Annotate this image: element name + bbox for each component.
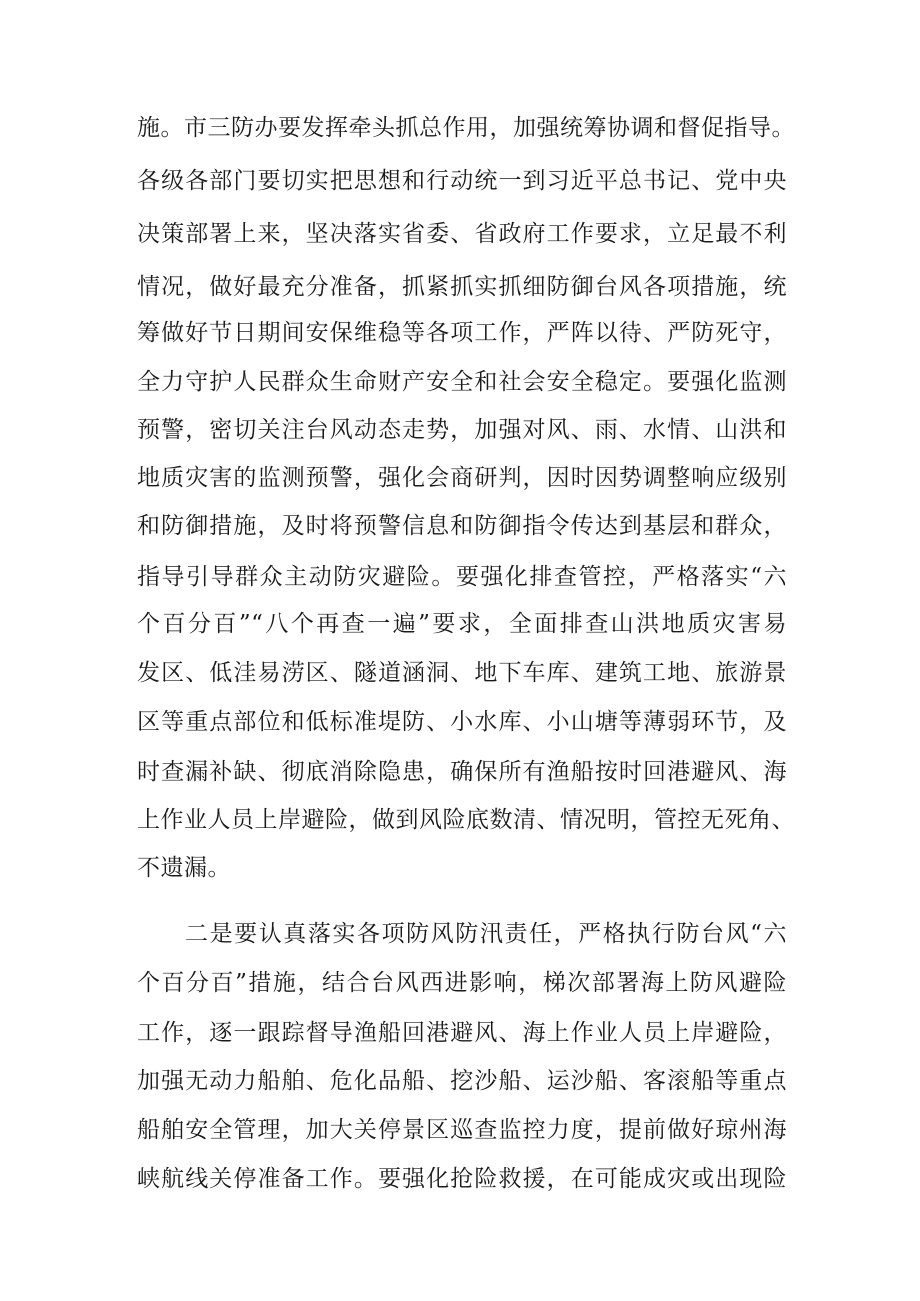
text-line: 上作业人员上岸避险，做到风险底数清、情况明，管控无死角、: [137, 807, 795, 833]
text-line: 不遗漏。: [137, 855, 231, 881]
text-line: 个百分百”措施，结合台风西进影响，梯次部署海上防风避险: [137, 970, 787, 996]
text-line: 指导引导群众主动防灾避险。要强化排查管控，严格落实“六: [137, 564, 787, 590]
text-line: 地质灾害的监测预警，强化会商研判，因时因势调整响应级别: [137, 465, 787, 491]
text-line: 时查漏补缺、彻底消除隐患，确保所有渔船按时回港避风、海: [137, 759, 787, 785]
text-line: 预警，密切关注台风动态走势，加强对风、雨、水情、山洪和: [137, 417, 787, 443]
text-line: 区等重点部位和低标准堤防、小水库、小山塘等薄弱环节，及: [137, 709, 787, 735]
text-line: 个百分百”“八个再查一遍”要求，全面排查山洪地质灾害易: [137, 611, 787, 637]
text-line: 全力守护人民群众生命财产安全和社会安全稳定。要强化监测: [137, 369, 787, 395]
text-line: 加强无动力船舶、危化品船、挖沙船、运沙船、客滚船等重点: [137, 1068, 787, 1094]
text-line: 峡航线关停准备工作。要强化抢险救援，在可能成灾或出现险: [137, 1166, 787, 1192]
text-line: 施。市三防办要发挥牵头抓总作用，加强统筹协调和督促指导。: [137, 115, 795, 141]
text-line: 决策部署上来，坚决落实省委、省政府工作要求，立足最不利: [137, 221, 787, 247]
text-line: 发区、低洼易涝区、隧道涵洞、地下车库、建筑工地、旅游景: [137, 660, 787, 686]
text-line: 二是要认真落实各项防风防汛责任，严格执行防台风“六: [185, 921, 787, 947]
text-line: 情况，做好最充分准备，抓紧抓实抓细防御台风各项措施，统: [137, 274, 787, 300]
text-line: 船舶安全管理，加大关停景区巡查监控力度，提前做好琼州海: [137, 1117, 787, 1143]
text-line: 工作，逐一跟踪督导渔船回港避风、海上作业人员上岸避险，: [137, 1020, 787, 1046]
text-line: 筹做好节日期间安保维稳等各项工作，严阵以待、严防死守，: [137, 320, 787, 346]
text-line: 各级各部门要切实把思想和行动统一到习近平总书记、党中央: [137, 168, 787, 194]
text-line: 和防御措施，及时将预警信息和防御指令传达到基层和群众，: [137, 513, 787, 539]
